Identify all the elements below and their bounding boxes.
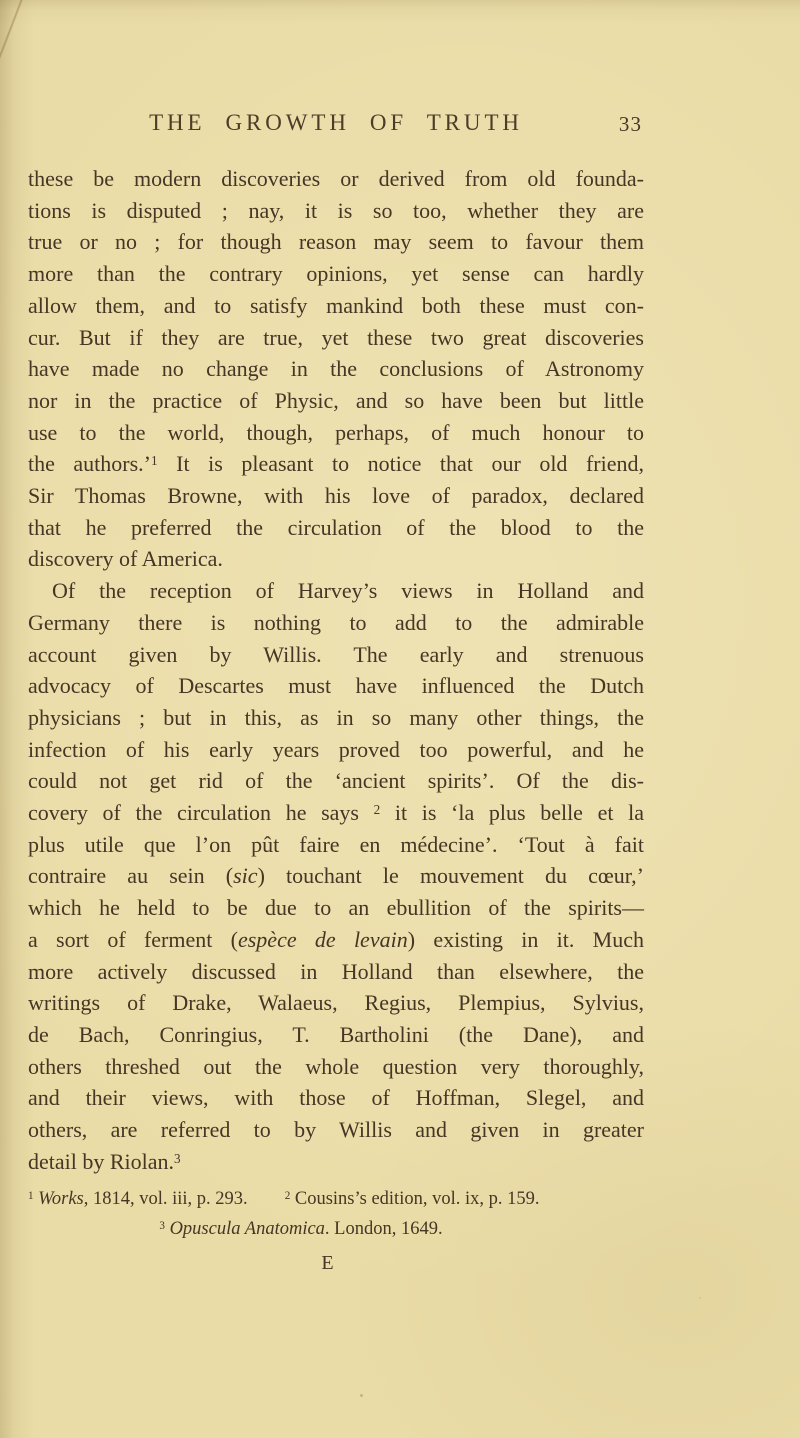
text-line: cur. But if they are true, yet these two great discoveries: [28, 324, 644, 350]
text-line: others threshed out the whole question very thoroughly,: [28, 1053, 644, 1079]
text-line: Of the reception of Harvey’s views in Holland and: [52, 578, 644, 604]
text-line: have made no change in the conclusions of Astronomy: [28, 356, 644, 382]
text-line: Germany there is nothing to add to the admirable: [28, 609, 644, 635]
text-line: the authors.’$^1$ It is pleasant to notice that our old friend,: [28, 451, 645, 477]
text-line: could not get rid of the ‘ancient spirits’. Of the dis-: [28, 768, 644, 794]
running-head: [28, 110, 644, 140]
text-line: writings of Drake, Walaeus, Regius, Plempius, Sylvius,: [28, 990, 644, 1016]
text-line: infection of his early years proved too powerful, and he: [28, 736, 644, 762]
text-line: de Bach, Conringius, T. Bartholini (the Dane), and: [28, 1021, 644, 1047]
text-line: detail by Riolan.$^3$: [28, 1148, 181, 1174]
footnotes: [28, 1184, 644, 1244]
text-line: which he held to be due to an ebullition of the spirits—: [28, 895, 644, 921]
text-line: Sir Thomas Browne, with his love of paradox, declared: [28, 483, 644, 509]
corner-crease-decoration: [0, 0, 23, 61]
text-line: contraire au sein (sic) touchant le mouvement du cœur,’: [28, 863, 645, 889]
text-line: plus utile que l’on pût faire en médecine’. ‘Tout à fait: [28, 831, 644, 857]
text-line: account given by Willis. The early and strenuous: [28, 641, 644, 667]
text-line: more actively discussed in Holland than elsewhere, the: [28, 958, 644, 984]
body-text: [28, 163, 644, 1178]
paper-speck: [699, 1297, 701, 1299]
text-line: more than the contrary opinions, yet sense can hardly: [28, 261, 644, 287]
page-corner-fold: [0, 0, 24, 62]
text-line: these be modern discoveries or derived from old founda-: [28, 166, 644, 191]
text-line: discovery of America.: [28, 546, 223, 572]
paper-speck: [360, 1394, 363, 1397]
footnote-line: $^1$ Works, 1814, vol. iii, p. 293. $^2$ Cousins’s edition, vol. ix, p. 159.: [28, 1189, 540, 1209]
text-line: tions is disputed ; nay, it is so too, whether they are: [28, 197, 644, 223]
text-line: advocacy of Descartes must have influenced the Dutch: [28, 673, 644, 699]
text-line: nor in the practice of Physic, and so have been but little: [28, 387, 644, 413]
text-line: and their views, with those of Hoffman, Slegel, and: [28, 1085, 644, 1111]
text-line: others, are referred to by Willis and given in greater: [28, 1117, 644, 1143]
footnote-line: $^3$ Opuscula Anatomica. London, 1649.: [159, 1219, 443, 1239]
page-number: 33: [618, 112, 642, 136]
signature-mark: E: [321, 1252, 335, 1274]
text-line: that he preferred the circulation of the blood to the: [28, 514, 644, 540]
text-line: physicians ; but in this, as in so many other things, the: [28, 704, 644, 730]
text-line: covery of the circulation he says $^2$ it is ‘la plus belle et la: [28, 800, 644, 826]
running-title: THE GROWTH OF TRUTH: [149, 110, 523, 135]
text-line: use to the world, though, perhaps, of much honour to: [28, 419, 644, 445]
text-line: allow them, and to satisfy mankind both these must con-: [28, 292, 644, 318]
text-line: a sort of ferment (espèce de levain) existing in it. Much: [28, 926, 645, 952]
text-line: true or no ; for though reason may seem to favour them: [28, 229, 644, 255]
